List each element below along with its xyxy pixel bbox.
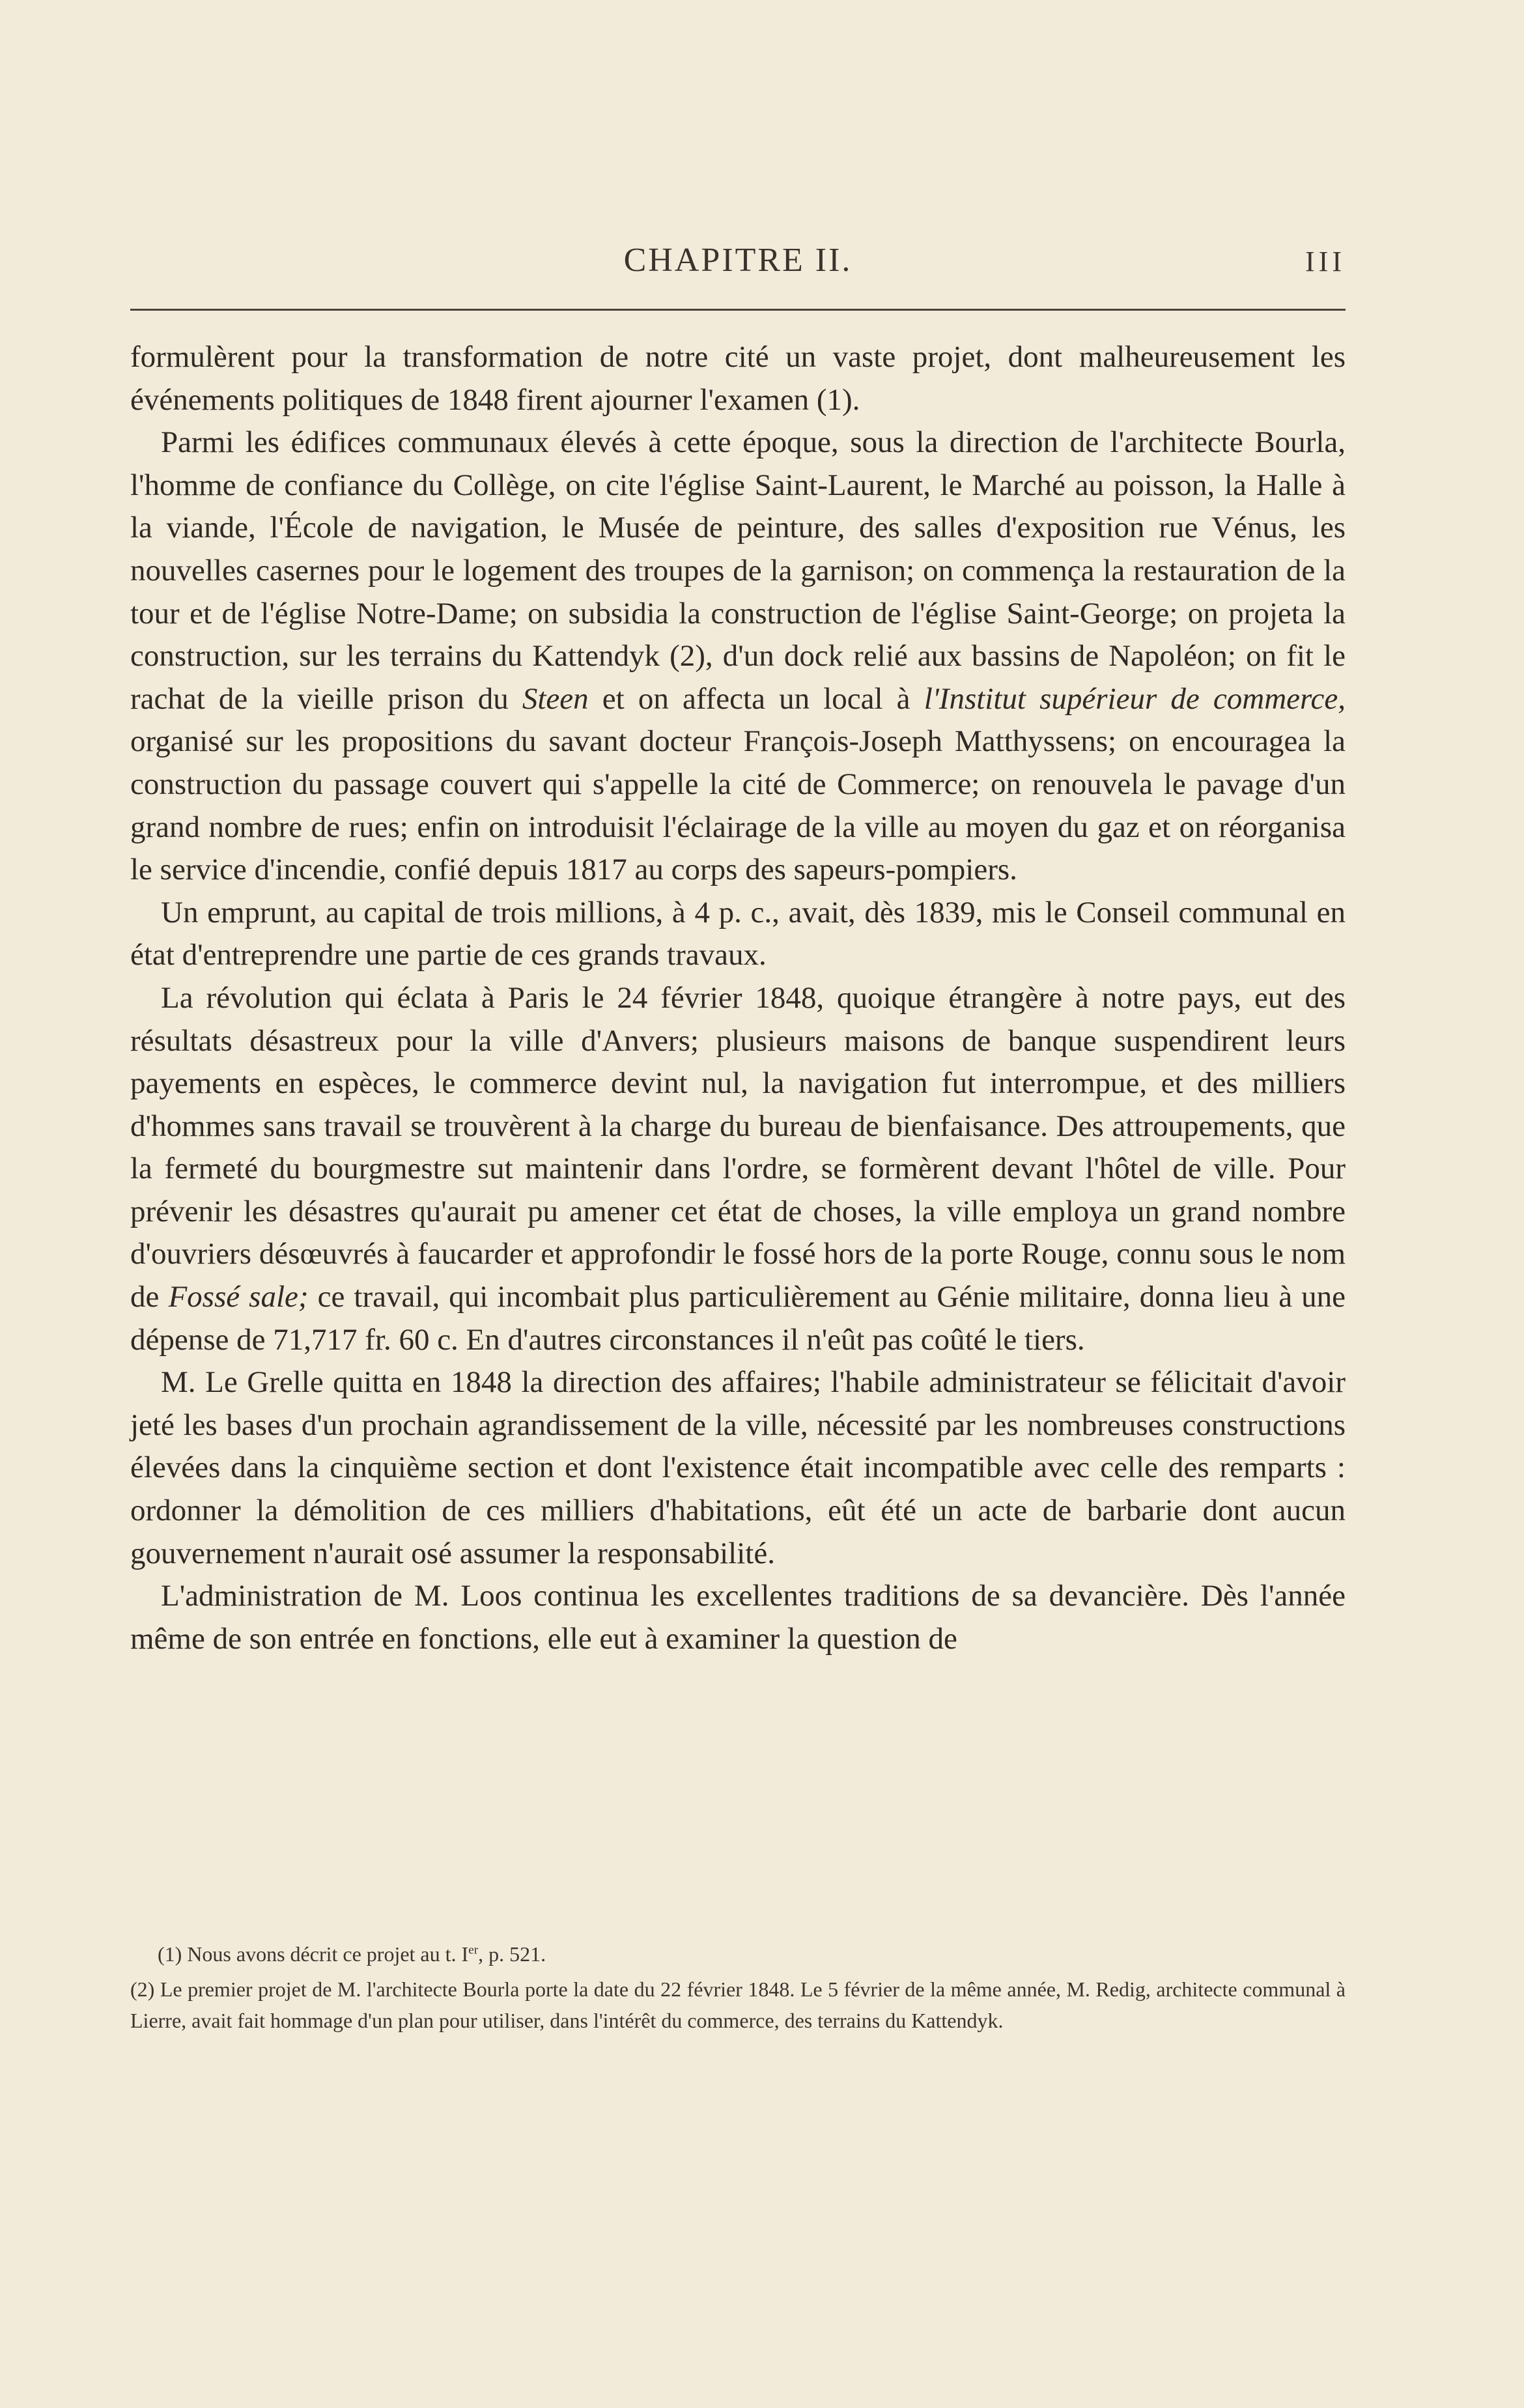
footnotes: [130, 1938, 1346, 2040]
paragraph-text: et on affecta un local à: [602, 681, 910, 716]
paragraph-text: organisé sur les propositions du savant docteur François-Joseph Matthyssens; on encouragea la construction du passage couvert qui s'appelle la cité de Commerce; on renouvela le pavage d'un grand nombre de rues; enfin on introduisit l'éclairage de la ville au moyen du gaz et on réorganisa le service d'incendie, confié depuis 1817 au corps des sapeurs-pompiers.: [130, 724, 1346, 887]
footnote-2: (2) Le premier projet de M. l'architecte Bourla porte la date du 22 février 1848. Le 5 février de la même année, M. Redig, architecte communal à Lierre, avait fait hommage d'un plan pour utiliser, dans l'intérêt du commerce, des terrains du Kattendyk.: [130, 1977, 1346, 2032]
paragraph-revolution: [130, 977, 1346, 1361]
paragraph-edifices: [130, 421, 1346, 892]
running-head: [130, 241, 1346, 293]
footnote-text: , p. 521.: [478, 1942, 546, 1966]
paragraph-loos: L'administration de M. Loos continua les excellentes traditions de sa devancière. Dès l'année même de son entrée en fonctions, elle eut à examiner la question de: [130, 1579, 1346, 1656]
italic-term: Steen: [522, 681, 589, 716]
italic-term: l'Institut supérieur de commerce,: [924, 681, 1346, 716]
chapter-title: CHAPITRE II.: [623, 242, 853, 279]
paragraph-text: Parmi les édifices communaux élevés à cette époque, sous la direction de l'architecte Bourla, l'homme de confiance du Collège, on cite l'église Saint-Laurent, le Marché au poisson, la Halle à la viande, l'École de navigation, le Musée de peinture, des salles d'exposition rue Vénus, les nouvelles casernes pour le logement des troupes de la garnison; on commença la restauration de la tour et de l'église Notre-Dame; on subsidia la construction de l'église Saint-George; on projeta la construction, sur les terrains du Kattendyk (2), d'un dock relié aux bassins de Napoléon; on fit le rachat de la vieille prison du: [130, 425, 1346, 716]
footnote-superscript: er: [468, 1943, 479, 1957]
paragraph-le-grelle: M. Le Grelle quitta en 1848 la direction des affaires; l'habile administrateur se félicitait d'avoir jeté les bases d'un prochain agrandissement de la ville, nécessité par les nombreuses constructions élevées dans la cinquième section et dont l'existence était incompatible avec celle des remparts : ordonner la démolition de ces milliers d'habitations, eût été un acte de barbarie dont aucun gouvernement n'aurait osé assumer la responsabilité.: [130, 1365, 1346, 1570]
paragraph-text: La révolution qui éclata à Paris le 24 février 1848, quoique étrangère à notre pays, eut des résultats désastreux pour la ville d'Anvers; plusieurs maisons de banque suspendirent leurs payements en espèces, le commerce devint nul, la navigation fut interrompue, et des milliers d'hommes sans travail se trouvèrent à la charge du bureau de bienfaisance. Des attroupements, que la fermeté du bourgmestre sut maintenir dans l'ordre, se formèrent devant l'hôtel de ville. Pour prévenir les désastres qu'aurait pu amener cet état de choses, la ville employa un grand nombre d'ouvriers désœuvrés à faucarder et approfondir le fossé hors de la porte Rouge, connu sous le nom de: [130, 980, 1346, 1314]
footnote-1: [130, 1938, 1346, 1970]
header-rule: [130, 309, 1346, 311]
body-text: [130, 336, 1346, 1660]
paragraph-continuation: formulèrent pour la transformation de notre cité un vaste projet, dont malheureusement les événements politiques de 1848 firent ajourner l'examen (1).: [130, 340, 1346, 417]
page-number: III: [1305, 246, 1346, 277]
footnote-text: (1) Nous avons décrit ce projet au t. I: [158, 1942, 469, 1966]
paragraph-emprunt: Un emprunt, au capital de trois millions, à 4 p. c., avait, dès 1839, mis le Conseil communal en état d'entreprendre une partie de ces grands travaux.: [130, 895, 1346, 972]
italic-term: Fossé sale;: [168, 1280, 309, 1314]
paragraph-text: ce travail, qui incombait plus particulièrement au Génie militaire, donna lieu à une dépense de 71,717 fr. 60 c. En d'autres circonstances il n'eût pas coûté le tiers.: [130, 1280, 1346, 1357]
